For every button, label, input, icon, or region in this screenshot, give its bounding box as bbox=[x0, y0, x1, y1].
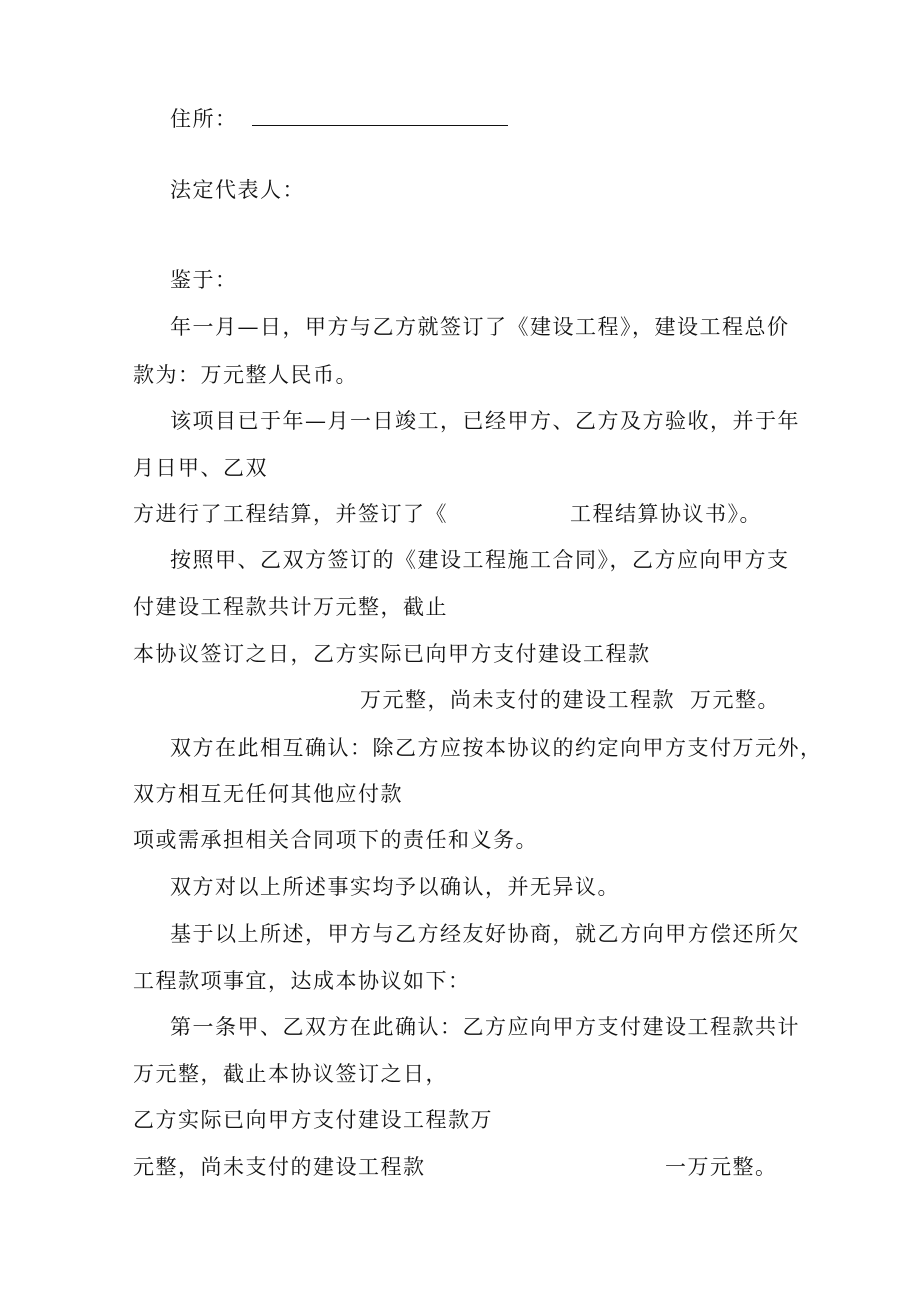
paragraph-5-line-1: 双方对以上所述事实均予以确认，并无异议。 bbox=[170, 875, 620, 899]
article-1-line-2: 万元整，截止本协议签订之日， bbox=[133, 1062, 448, 1086]
paragraph-4-line-3: 项或需承担相关合同项下的责任和义务。 bbox=[133, 828, 538, 852]
whereas-heading: 鉴于： bbox=[170, 268, 238, 292]
address-label: 住所： bbox=[170, 107, 238, 131]
paragraph-3-line-4a: 万元整，尚未支付的建设工程款 bbox=[360, 688, 675, 712]
paragraph-6-line-1: 基于以上所述，甲方与乙方经友好协商，就乙方向甲方偿还所欠 bbox=[170, 922, 800, 946]
article-1-line-1: 第一条甲、乙双方在此确认：乙方应向甲方支付建设工程款共计 bbox=[170, 1015, 800, 1039]
paragraph-2-line-3b: 工程结算协议书》。 bbox=[570, 502, 762, 526]
address-blank bbox=[252, 107, 508, 126]
address-line bbox=[170, 105, 508, 133]
legal-representative-label: 法定代表人： bbox=[170, 178, 305, 202]
paragraph-4-line-1: 双方在此相互确认：除乙方应按本协议的约定向甲方支付万元外， bbox=[170, 736, 823, 760]
paragraph-6-line-2: 工程款项事宜，达成本协议如下： bbox=[133, 969, 471, 993]
paragraph-3-line-1: 按照甲、乙双方签订的《建设工程施工合同》，乙方应向甲方支 bbox=[170, 548, 790, 572]
article-1-line-3: 乙方实际已向甲方支付建设工程款万 bbox=[133, 1108, 493, 1132]
paragraph-1-line-2: 款为：万元整人民币。 bbox=[133, 363, 358, 387]
paragraph-3-line-3: 本协议签订之日，乙方实际已向甲方支付建设工程款 bbox=[133, 642, 651, 666]
paragraph-3-line-4b: 万元整。 bbox=[690, 688, 780, 712]
paragraph-2-line-3a: 方进行了工程结算，并签订了《 bbox=[133, 502, 448, 526]
paragraph-4-line-2: 双方相互无任何其他应付款 bbox=[133, 782, 403, 806]
paragraph-1-line-1: 年一月—日，甲方与乙方就签订了《建设工程》，建设工程总价 bbox=[170, 315, 790, 339]
paragraph-3-line-2: 付建设工程款共计万元整，截止 bbox=[133, 595, 448, 619]
paragraph-2-line-1: 该项目已于年—月一日竣工，已经甲方、乙方及方验收，并于年 bbox=[170, 409, 800, 433]
article-1-line-4a: 元整，尚未支付的建设工程款 bbox=[133, 1155, 426, 1179]
article-1-line-4b: 一万元整。 bbox=[665, 1155, 778, 1179]
paragraph-2-line-2: 月日甲、乙双 bbox=[133, 456, 268, 480]
